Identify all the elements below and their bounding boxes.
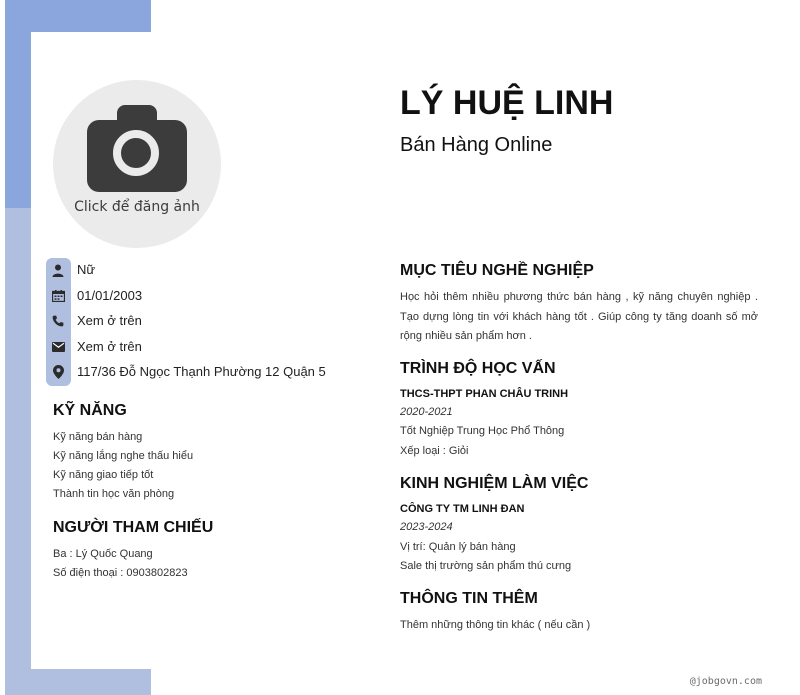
- person-icon: [49, 261, 67, 279]
- reference-item: Số điện thoại : 0903802823: [53, 567, 188, 579]
- camera-lens-icon: [113, 130, 159, 176]
- education-title: TRÌNH ĐỘ HỌC VẤN: [400, 360, 556, 377]
- education-period: 2020-2021: [400, 406, 453, 418]
- mail-icon: [49, 338, 67, 356]
- calendar-icon: [49, 287, 67, 305]
- watermark: @jobgovn.com: [689, 676, 762, 687]
- birthday-text: 01/01/2003: [77, 288, 143, 303]
- experience-period: 2023-2024: [400, 521, 453, 533]
- education-line: Xếp loại : Giỏi: [400, 445, 469, 457]
- skills-title: KỸ NĂNG: [53, 402, 127, 419]
- phone-icon: [49, 312, 67, 330]
- reference-item: Ba : Lý Quốc Quang: [53, 548, 153, 560]
- education-school: THCS-THPT PHAN CHÂU TRINH: [400, 388, 569, 400]
- gender-text: Nữ: [77, 262, 96, 277]
- email-text: Xem ở trên: [77, 339, 142, 354]
- objective-text: Học hỏi thêm nhiều phương thức bán hàng , kỹ năng chuyên nghiệp . Tạo dựng lòng tin với khách hàng tốt . Giúp công ty tăng doanh số mở rộng nhiều sản phẩm hơn .: [400, 291, 758, 342]
- objective-title: MỤC TIÊU NGHỀ NGHIỆP: [400, 262, 594, 279]
- location-pin-icon: [49, 363, 67, 381]
- skill-item: Thành tin học văn phòng: [53, 488, 175, 500]
- photo-upload[interactable]: [53, 80, 221, 248]
- experience-line: Sale thị trường sản phẩm thú cưng: [400, 560, 572, 572]
- skill-item: Kỹ năng lắng nghe thấu hiểu: [53, 450, 194, 462]
- phone-text: Xem ở trên: [77, 313, 142, 328]
- candidate-name: LÝ HUỆ LINH: [400, 84, 614, 122]
- education-line: Tốt Nghiệp Trung Học Phổ Thông: [400, 425, 565, 437]
- skill-item: Kỹ năng giao tiếp tốt: [53, 469, 154, 481]
- experience-line: Vị trí: Quản lý bán hàng: [400, 541, 516, 553]
- extra-title: THÔNG TIN THÊM: [400, 590, 538, 607]
- job-title: Bán Hàng Online: [400, 134, 553, 156]
- photo-caption: Click để đăng ảnh: [74, 199, 200, 215]
- experience-company: CÔNG TY TM LINH ĐAN: [400, 503, 525, 515]
- experience-title: KINH NGHIỆM LÀM VIỆC: [400, 475, 589, 492]
- extra-text: Thêm những thông tin khác ( nếu cần ): [400, 619, 591, 631]
- address-text: 117/36 Đỗ Ngọc Thạnh Phường 12 Quận 5: [77, 364, 326, 379]
- references-title: NGƯỜI THAM CHIẾU: [53, 519, 214, 536]
- skill-item: Kỹ năng bán hàng: [53, 431, 143, 443]
